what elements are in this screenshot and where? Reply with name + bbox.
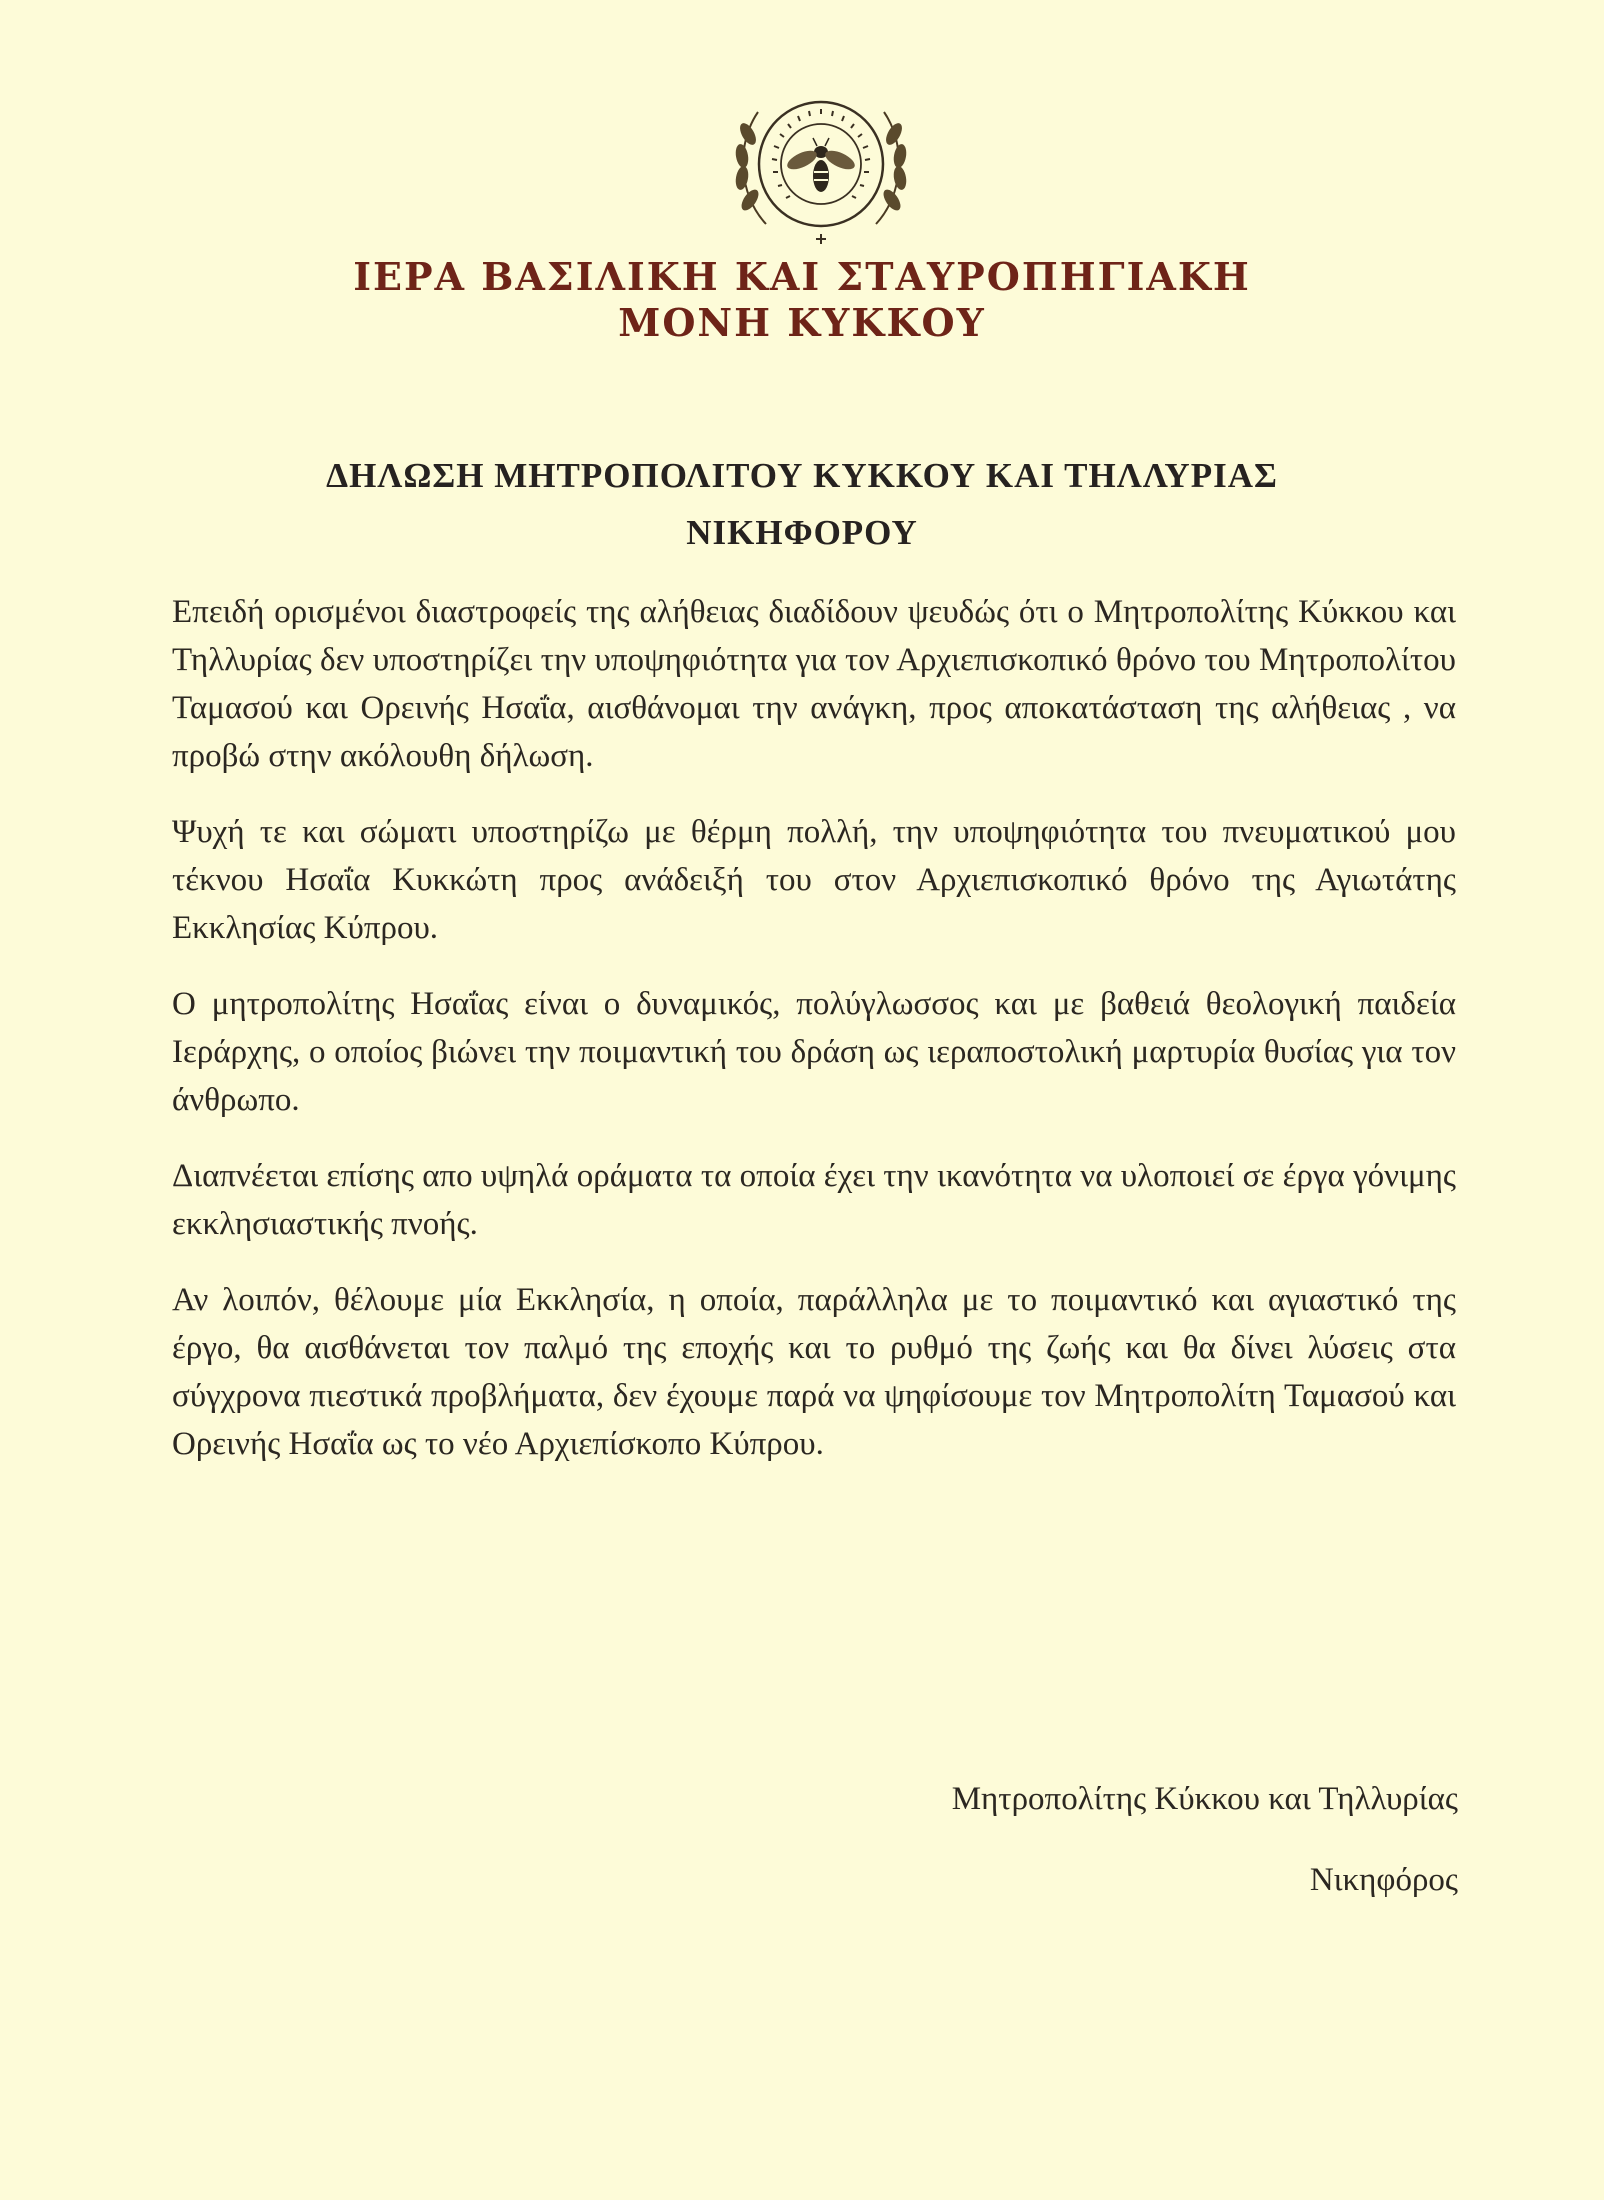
monastery-seal-bee-icon bbox=[718, 74, 924, 254]
paragraph-2: Ψυχή τε και σώματι υποστηρίζω με θέρμη πολλή, την υποψηφιότητα του πνευματικού μου τέκνου Ησαΐα Κυκκώτη προς ανάδειξή του στον Αρχιεπισκοπικό θρόνο της Αγιωτάτης Εκκλησίας Κύπρου. bbox=[172, 814, 1456, 946]
signature-title: Μητροπολίτης Κύκκου και Τηλλυρίας bbox=[951, 1781, 1458, 1817]
letterhead-line-1: ΙΕΡΑ ΒΑΣΙΛΙΚΗ ΚΑΙ ΣΤΑΥΡΟΠΗΓΙΑΚΗ bbox=[353, 254, 1251, 299]
paragraph-5: Αν λοιπόν, θέλουμε μία Εκκλησία, η οποία, παράλληλα με το ποιμαντικό και αγιαστικό της έργο, θα αισθάνεται τον παλμό της εποχής και το ρυθμό της ζωής και θα δίνει λύσεις στα σύγχρονα πιεστικά προβλήματα, δεν έχουμε παρά να ψηφίσουμε τον Μητροπολίτη Ταμασού και Ορεινής Ησαΐα ως το νέο Αρχιεπίσκοπο Κύπρου. bbox=[172, 1282, 1456, 1462]
paragraph-4: Διαπνέεται επίσης απο υψηλά οράματα τα οποία έχει την ικανότητα να υλοποιεί σε έργα γόνιμης εκκλησιαστικής πνοής. bbox=[172, 1158, 1456, 1242]
document-title-line-2: ΝΙΚΗΦΟΡΟΥ bbox=[686, 513, 918, 552]
document-title-line-1: ΔΗΛΩΣΗ ΜΗΤΡΟΠΟΛΙΤΟΥ ΚΥΚΚΟΥ ΚΑΙ ΤΗΛΛΥΡΙΑΣ bbox=[326, 456, 1278, 495]
paragraph-3: Ο μητροπολίτης Ησαΐας είναι ο δυναμικός, πολύγλωσσος και με βαθειά θεολογική παιδεία Ιεράρχης, ο οποίος βιώνει την ποιμαντική του δράση ως ιεραποστολική μαρτυρία θυσίας για τον άνθρωπο. bbox=[172, 986, 1456, 1118]
letterhead-line-2: ΜΟΝΗ ΚΥΚΚΟΥ bbox=[618, 300, 986, 345]
paragraph-1: Επειδή ορισμένοι διαστροφείς της αλήθειας διαδίδουν ψευδώς ότι ο Μητροπολίτης Κύκκου και Τηλλυρίας δεν υποστηρίζει την υποψηφιότητα για τον Αρχιεπισκοπικό θρόνο του Μητροπολίτου Ταμασού και Ορεινής Ησαΐα, αισθάνομαι την ανάγκη, προς αποκατάσταση της αλήθειας , να προβώ στην ακόλουθη δήλωση. bbox=[172, 594, 1456, 774]
signature-name: Νικηφόρος bbox=[1309, 1862, 1458, 1898]
statement-body bbox=[172, 588, 1456, 1496]
